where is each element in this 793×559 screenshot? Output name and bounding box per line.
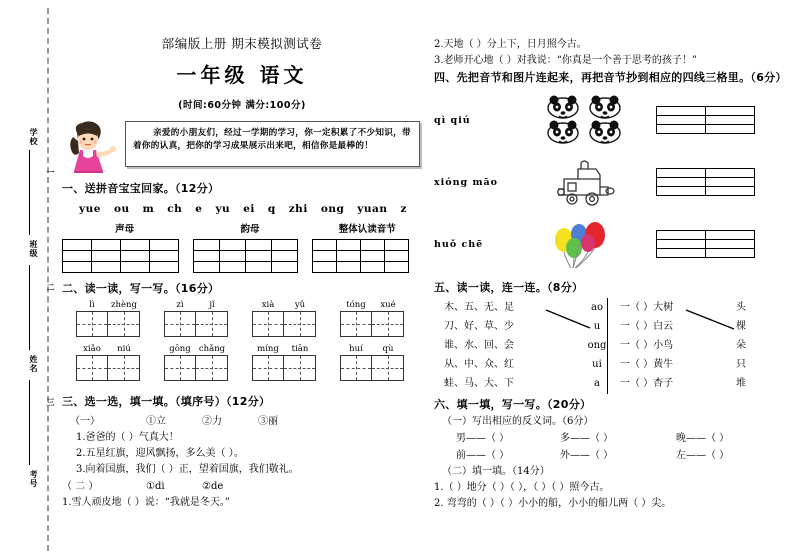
seal-number-3: 三	[46, 398, 55, 406]
grid-cell[interactable]	[92, 262, 121, 273]
grid-cell[interactable]	[220, 251, 246, 262]
fourline-cell[interactable]	[706, 178, 755, 187]
tianzige-row-2	[76, 344, 422, 381]
grid-cell[interactable]	[337, 251, 361, 262]
right-column	[430, 0, 793, 559]
grid-cell[interactable]	[385, 262, 409, 273]
section-4-pinyin[interactable]: huǒ chē	[434, 238, 484, 250]
seal-label-school: 学校	[29, 128, 38, 146]
grid-cell[interactable]	[194, 251, 220, 262]
answer-grid-finals[interactable]	[193, 239, 298, 273]
fourline-cell[interactable]	[706, 107, 755, 116]
intro-text: 亲爱的小朋友们，经过一学期的学习，你一定积累了不少知识，带着你的认真，把你的学习成果展示出来吧，相信你是最棒的！	[133, 128, 411, 151]
pinyin-syllable: lì	[89, 300, 95, 310]
pinyin-syllable: huí	[349, 344, 363, 354]
tianzige-cell[interactable]	[252, 311, 284, 337]
tianzige-cell[interactable]	[76, 311, 108, 337]
pinyin-syllable: chǎng	[198, 344, 226, 354]
section-4-pinyin[interactable]: xióng māo	[434, 176, 499, 188]
final[interactable]: a	[594, 378, 600, 389]
tianzige-pinyin	[76, 300, 140, 310]
word-group[interactable]: 从、中、众、红	[444, 359, 514, 370]
antonym-item[interactable]: 外——（ ）	[560, 450, 614, 461]
phrase[interactable]: 一（ ）大树	[620, 302, 674, 313]
fourline-cell[interactable]	[706, 116, 755, 125]
section-6-part1-label: （一）写出相应的反义词。（6分）	[442, 416, 594, 427]
intro-block	[62, 121, 422, 173]
fourline-cell[interactable]	[657, 231, 706, 240]
grid-cell[interactable]	[63, 251, 92, 262]
fourline-cell[interactable]	[657, 178, 706, 187]
tianzige-item	[164, 344, 228, 381]
section-5-measure-words	[724, 298, 758, 393]
grid-cell[interactable]	[313, 262, 337, 273]
section-1-heading: 一、送拼音宝宝回家。（12分）	[62, 182, 220, 195]
fourline-grid-3[interactable]	[656, 230, 755, 258]
tianzige-pinyin	[76, 344, 140, 354]
tianzige-cell[interactable]	[164, 355, 196, 381]
antonym-item[interactable]: 多——（ ）	[560, 433, 614, 444]
grid-cell[interactable]	[385, 240, 409, 251]
tianzige-row-1	[76, 300, 422, 337]
antonym-item[interactable]: 晚——（ ）	[676, 433, 730, 444]
section-3-item[interactable]: 2.五星红旗，迎风飘扬，多么美（ ）。	[76, 448, 244, 459]
seal-number-1: 一	[46, 168, 55, 176]
phrase[interactable]: 一（ ）白云	[620, 321, 674, 332]
word-group[interactable]: 蛙、马、大、下	[444, 378, 514, 389]
tianzige-item	[252, 344, 316, 381]
grid-cell[interactable]	[121, 262, 150, 273]
grid-cell[interactable]	[385, 251, 409, 262]
paper-subtitle: 部编版上册 期末模拟测试卷	[161, 36, 323, 51]
antonym-row-2	[456, 447, 789, 464]
tianzige-cell[interactable]	[252, 355, 284, 381]
final[interactable]: ao	[591, 302, 603, 313]
syllable: yue	[79, 203, 101, 215]
word-group[interactable]: 谁、水、回、会	[444, 340, 514, 351]
fourline-cell[interactable]	[706, 125, 755, 134]
tianzige-pinyin	[164, 300, 228, 310]
pinyin-syllable: gōng	[169, 344, 191, 354]
tianzige-cell[interactable]	[76, 355, 108, 381]
pinyin-syllable: niú	[117, 344, 131, 354]
pinyin-syllable: xià	[261, 300, 275, 310]
grid-cell[interactable]	[121, 251, 150, 262]
grid-cell[interactable]	[121, 240, 150, 251]
tianzige-cell[interactable]	[284, 355, 316, 381]
tianzige-item	[340, 344, 404, 381]
section-5-right-phrases	[620, 298, 673, 393]
measure-word[interactable]: 堆	[736, 378, 746, 389]
antonym-item[interactable]: 男——（ ）	[456, 433, 510, 444]
tianzige-pinyin	[252, 300, 316, 310]
measure-word[interactable]: 只	[736, 359, 746, 370]
grid-cell[interactable]	[337, 240, 361, 251]
syllable: z	[400, 203, 407, 215]
fourline-cell[interactable]	[657, 187, 706, 196]
final[interactable]: u	[593, 321, 601, 332]
grid-cell[interactable]	[63, 262, 92, 273]
section-5-divider	[607, 298, 608, 394]
train-icon[interactable]	[526, 155, 646, 209]
grid-cell[interactable]	[361, 262, 385, 273]
syllable: ou	[113, 203, 130, 215]
measure-word[interactable]: 棵	[736, 321, 746, 332]
tianzige-pinyin	[340, 344, 404, 354]
teacher-cartoon-icon	[64, 119, 116, 173]
fourline-cell[interactable]	[657, 169, 706, 178]
section-6-heading: 六、填一填，写一写。（20分）	[434, 398, 592, 411]
pinyin-syllable: tóng	[346, 300, 366, 310]
syllable: yu	[215, 203, 231, 215]
tianzige-pinyin	[252, 344, 316, 354]
syllable: zhi	[288, 203, 308, 215]
pinyin-syllable: qù	[382, 344, 394, 354]
fourline-cell[interactable]	[657, 249, 706, 258]
grid-cell[interactable]	[246, 251, 272, 262]
part-label: （一）	[70, 416, 100, 427]
syllable: ch	[167, 203, 183, 215]
grid-cell[interactable]	[272, 262, 298, 273]
grid-cell[interactable]	[92, 240, 121, 251]
section-5-matching	[434, 298, 789, 398]
pinyin-syllable: zì	[176, 300, 184, 310]
exam-page	[56, 0, 793, 559]
word-group[interactable]: 木、五、无、足	[444, 302, 514, 313]
seal-rule-2	[29, 265, 30, 350]
seal-label-class: 班级	[29, 240, 38, 258]
pinyin-syllable: xiǎo	[83, 344, 101, 354]
seal-rule-3	[29, 380, 30, 465]
section-5-heading: 五、读一读，连一连。（8分）	[434, 281, 584, 294]
section-4-pinyin[interactable]: qì qiú	[434, 114, 471, 126]
tianzige-cell[interactable]	[108, 355, 140, 381]
tianzige-item	[76, 344, 140, 381]
tianzige-cell[interactable]	[196, 355, 228, 381]
antonym-item[interactable]: 左——（ ）	[676, 450, 730, 461]
option-3[interactable]: ③丽	[258, 416, 278, 427]
seal-rule-1	[29, 150, 30, 235]
section-4-row	[434, 213, 789, 275]
pinyin-syllable: míng	[257, 344, 279, 354]
measure-word[interactable]: 朵	[736, 340, 746, 351]
tianzige-pinyin	[164, 344, 228, 354]
section-4-row	[434, 151, 789, 213]
phrase[interactable]: 一（ ）黄牛	[620, 359, 674, 370]
section-4-heading: 四、先把音节和图片连起来，再把音节抄到相应的四线三格里。（6分）	[434, 71, 787, 84]
tianzige-pinyin	[340, 300, 404, 310]
tianzige-cell[interactable]	[340, 311, 372, 337]
fourline-cell[interactable]	[706, 249, 755, 258]
option-2[interactable]: ②de	[202, 481, 224, 492]
option-1[interactable]: ①立	[146, 416, 166, 427]
grid-cell[interactable]	[220, 262, 246, 273]
grid-cell[interactable]	[313, 240, 337, 251]
syllable: ong	[320, 203, 345, 215]
tianzige-cell[interactable]	[372, 311, 404, 337]
final[interactable]: ong	[587, 340, 607, 351]
section-3-item[interactable]: 1.雪人顽皮地（ ）说：“我就是冬天。”	[62, 497, 230, 508]
panda-group-icon[interactable]	[526, 94, 646, 146]
pinyin-syllable: tiān	[291, 344, 309, 354]
fourline-cell[interactable]	[657, 125, 706, 134]
section-5-left-words	[444, 298, 514, 393]
section-3-part1-header	[70, 413, 422, 430]
section-1-answer-grids	[62, 239, 422, 273]
grid-cell[interactable]	[150, 251, 179, 262]
section-1-syllable-row	[64, 203, 422, 215]
phrase[interactable]: 一（ ）杏子	[620, 378, 674, 389]
syllable: e	[195, 203, 203, 215]
grid-cell[interactable]	[194, 240, 220, 251]
tianzige-item	[76, 300, 140, 337]
syllable: yuan	[357, 203, 388, 215]
section-3-part2-header	[62, 478, 422, 495]
pinyin-syllable: yǔ	[294, 300, 306, 310]
tianzige-item	[252, 300, 316, 337]
section-6-fill-item[interactable]: 2. 弯弯的（ ）（ ）小小的船，小小的船儿两（ ）尖。	[434, 498, 672, 509]
option-2[interactable]: ②力	[202, 416, 222, 427]
grid-cell[interactable]	[361, 240, 385, 251]
option-1[interactable]: ①di	[146, 481, 165, 492]
phrase[interactable]: 一（ ）小鸟	[620, 340, 674, 351]
section-3-item[interactable]: 3.老师开心地（ ）对我说：“你真是一个善于思考的孩子！”	[434, 55, 697, 66]
section-6-fill-item[interactable]: 1.（ ）地分（ ）（ ），（ ）（ ）照今古。	[434, 482, 610, 493]
seal-number-2: 二	[46, 283, 55, 291]
fourline-cell[interactable]	[706, 231, 755, 240]
tianzige-cell[interactable]	[164, 311, 196, 337]
fourline-cell[interactable]	[706, 240, 755, 249]
pinyin-syllable: zhèng	[111, 300, 137, 310]
grid-cell[interactable]	[150, 262, 179, 273]
grid-cell[interactable]	[92, 251, 121, 262]
syllable: m	[142, 203, 155, 215]
tianzige-cell[interactable]	[372, 355, 404, 381]
grid-cell[interactable]	[361, 251, 385, 262]
fourline-cell[interactable]	[657, 107, 706, 116]
grid-cell[interactable]	[246, 262, 272, 273]
seal-margin	[0, 0, 56, 559]
balloons-icon[interactable]	[526, 218, 646, 270]
page-title: 一年级 语文	[176, 63, 308, 87]
grid-cell[interactable]	[63, 240, 92, 251]
left-column	[56, 0, 428, 559]
tianzige-cell[interactable]	[340, 355, 372, 381]
fourline-grid-1[interactable]	[656, 106, 755, 134]
pinyin-syllable: jǐ	[209, 300, 215, 310]
grid-cell[interactable]	[246, 240, 272, 251]
answer-grid-initials[interactable]	[62, 239, 179, 273]
grid-cell[interactable]	[272, 240, 298, 251]
section-6-part2-label: （二）填一填。（14分）	[442, 466, 550, 477]
section-2-grids	[62, 300, 422, 381]
section-3-item[interactable]: 3.向着国旗，我们（ ）正，望着国旗，我们敬礼。	[76, 464, 299, 475]
part-label: （ 二 ）	[62, 481, 99, 492]
section-5-finals	[580, 298, 614, 393]
antonym-row-1	[456, 430, 789, 447]
tianzige-item	[164, 300, 228, 337]
category-whole: 整体认读音节	[338, 224, 396, 235]
fourline-grid-2[interactable]	[656, 168, 755, 196]
section-2-heading: 二、读一读，写一写。（16分）	[62, 282, 220, 295]
word-group[interactable]: 刀、好、草、少	[444, 321, 514, 332]
grid-cell[interactable]	[337, 262, 361, 273]
section-3-item[interactable]: 1.爸爸的（ ）气真大！	[76, 432, 179, 443]
section-4-row	[434, 89, 789, 151]
tianzige-cell[interactable]	[284, 311, 316, 337]
seal-label-name: 姓名	[29, 355, 38, 373]
syllable: q	[267, 203, 276, 215]
tianzige-cell[interactable]	[196, 311, 228, 337]
fourline-cell[interactable]	[706, 187, 755, 196]
antonym-item[interactable]: 前——（ ）	[456, 450, 510, 461]
grid-cell[interactable]	[150, 240, 179, 251]
section-3-item[interactable]: 2.天地（ ）分上下，日月照今古。	[434, 39, 587, 50]
intro-speech-bubble	[125, 121, 420, 167]
seal-label-exam-no: 考号	[29, 470, 38, 488]
fourline-cell[interactable]	[706, 169, 755, 178]
grid-cell[interactable]	[272, 251, 298, 262]
pinyin-syllable: xué	[380, 300, 396, 310]
measure-word[interactable]: 头	[736, 302, 746, 313]
category-finals: 韵母	[240, 224, 260, 235]
seal-dashed-line	[47, 8, 49, 551]
fourline-cell[interactable]	[657, 116, 706, 125]
grid-cell[interactable]	[194, 262, 220, 273]
answer-grid-whole[interactable]	[312, 239, 409, 273]
grid-cell[interactable]	[220, 240, 246, 251]
category-initials: 声母	[115, 224, 135, 235]
grid-cell[interactable]	[313, 251, 337, 262]
syllable: ei	[243, 203, 255, 215]
section-1-category-row	[62, 221, 422, 235]
fourline-cell[interactable]	[657, 240, 706, 249]
final[interactable]: ui	[592, 359, 602, 370]
tianzige-cell[interactable]	[108, 311, 140, 337]
section-3-heading: 三、选一选，填一填。（填序号）（12分）	[62, 395, 271, 408]
paper-meta: (时间:60分钟 满分:100分)	[178, 100, 306, 111]
tianzige-item	[340, 300, 404, 337]
